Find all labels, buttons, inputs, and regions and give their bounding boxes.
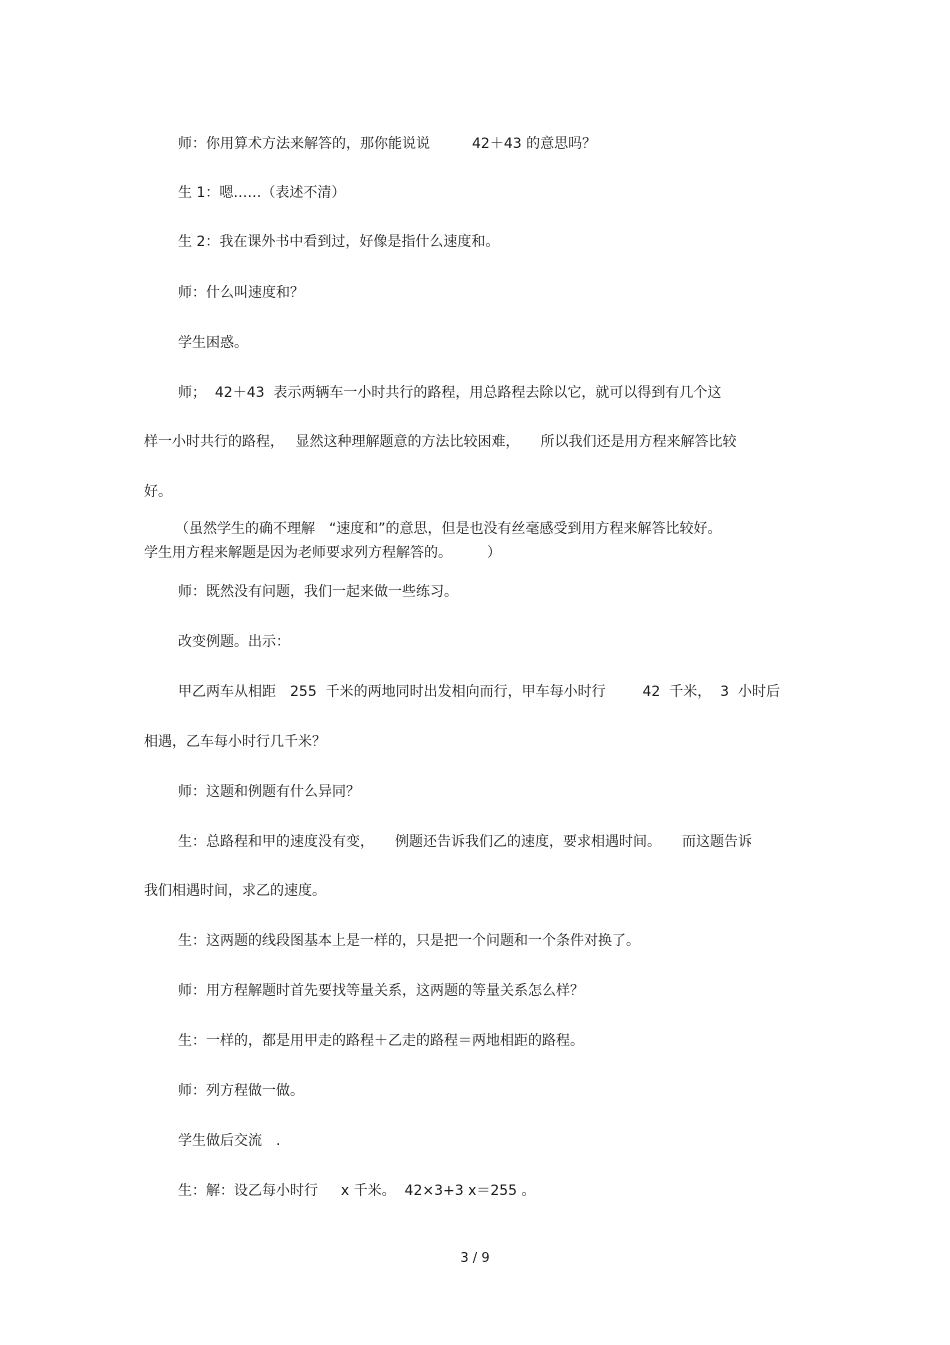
paragraph: 生：总路程和甲的速度没有变， 例题还告诉我们乙的速度，要求相遇时间。 而这题告诉 [178,834,752,850]
paragraph: 学生困惑。 [178,335,248,351]
paragraph: 生：一样的，都是用甲走的路程＋乙走的路程＝两地相距的路程。 [178,1033,584,1049]
paragraph: 师：什么叫速度和？ [178,285,304,301]
paragraph: 师； 42＋43 表示两辆车一小时共行的路程，用总路程去除以它，就可以得到有几个这 [178,385,722,401]
paragraph: 生：解：设乙每小时行 x 千米。 42×3+3 x＝255 。 [178,1183,536,1199]
paragraph: 师：既然没有问题，我们一起来做一些练习。 [178,584,458,600]
paragraph: 改变例题。出示： [178,634,290,650]
note-paragraph: （虽然学生的确不理解 “速度和”的意思，但是也没有丝毫感受到用方程来解答比较好。 [175,521,722,537]
paragraph-continuation: 我们相遇时间，求乙的速度。 [144,883,326,899]
paragraph: 生 2：我在课外书中看到过，好像是指什么速度和。 [178,234,500,250]
paragraph: 学生做后交流 . [178,1133,281,1149]
note-paragraph-continuation: 学生用方程来解题是因为老师要求列方程解答的。 ） [144,545,501,561]
paragraph: 师：用方程解题时首先要找等量关系，这两题的等量关系怎么样？ [178,983,584,999]
paragraph: 甲乙两车从相距 255 千米的两地同时出发相向而行，甲车每小时行 42 千米， 3 小时后 [178,684,780,700]
paragraph: 师：列方程做一做。 [178,1083,304,1099]
paragraph-continuation: 好。 [144,484,172,500]
paragraph-continuation: 相遇，乙车每小时行几千米？ [144,734,326,750]
page-number: 3 / 9 [460,1251,490,1266]
paragraph-continuation: 样一小时共行的路程， 显然这种理解题意的方法比较困难， 所以我们还是用方程来解答比较 [144,434,737,450]
paragraph: 师：你用算术方法来解答的，那你能说说 42＋43 的意思吗？ [178,136,597,152]
paragraph: 师：这题和例题有什么异同？ [178,784,360,800]
paragraph: 生：这两题的线段图基本上是一样的，只是把一个问题和一个条件对换了。 [178,933,640,949]
paragraph: 生 1：嗯……（表述不清） [178,185,346,201]
